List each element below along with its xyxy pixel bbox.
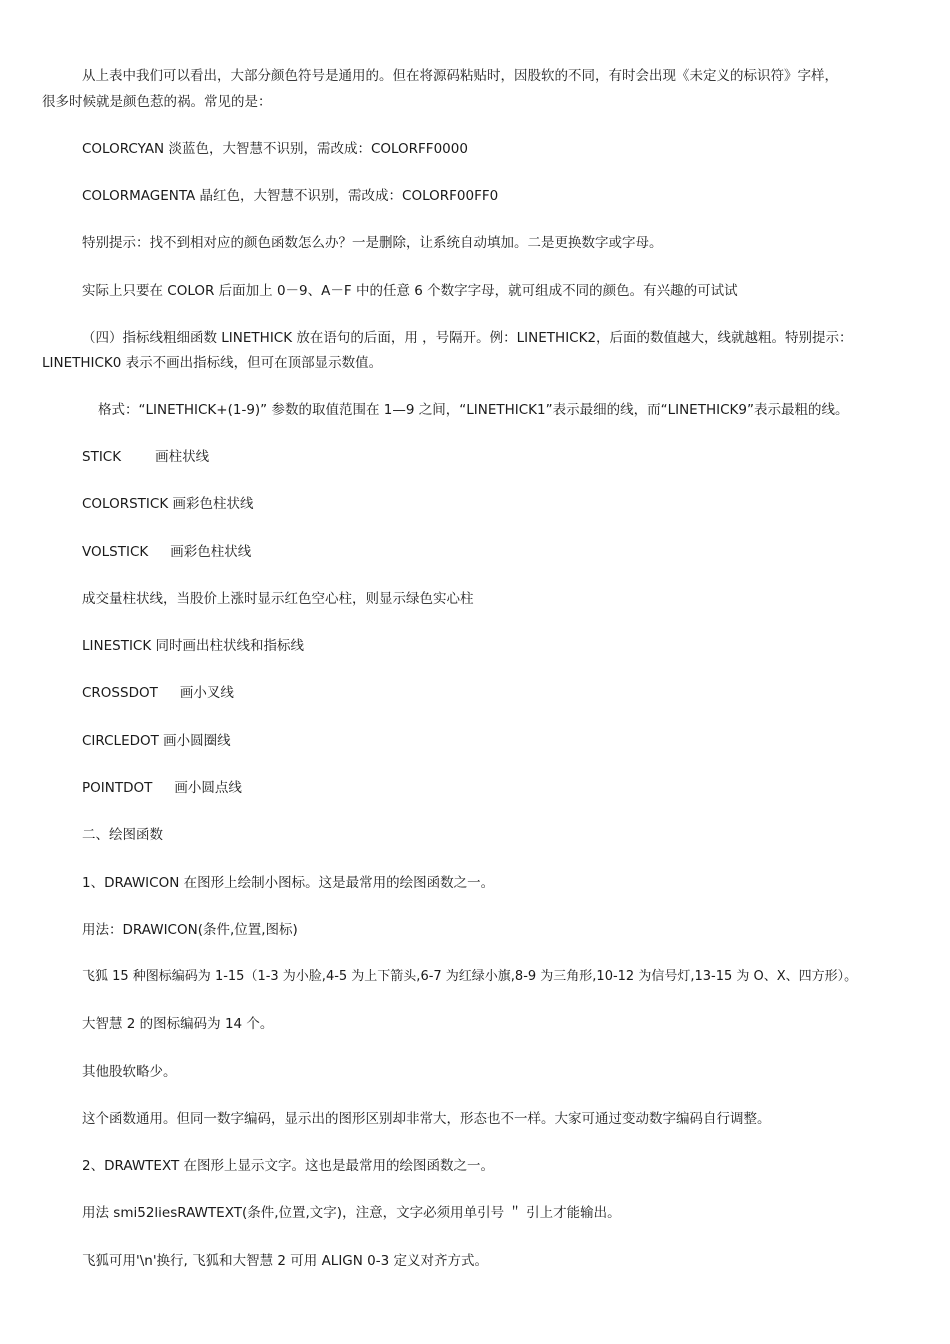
paragraph-text: 画彩色柱状线 — [170, 544, 252, 560]
paragraph-text: COLORCYAN 淡蓝色，大智慧不识别，需改成：COLORFF0000 — [82, 141, 468, 157]
paragraph-colorstick — [42, 492, 908, 516]
paragraph-text: 从上表中我们可以看出，大部分颜色符号是通用的。但在将源码粘贴时，因股软的不同，有时会出现《未定义的标识符》字样， — [82, 68, 838, 84]
paragraph-text: COLORSTICK 画彩色柱状线 — [82, 496, 254, 512]
code-keyword: POINTDOT — [82, 780, 153, 796]
paragraph-special-tip — [42, 231, 908, 255]
paragraph-text: 飞狐 15 种图标编码为 1-15（1-3 为小脸,4-5 为上下箭头,6-7 为红绿小旗,8-9 为三角形,10-12 为信号灯,13-15 为 O、X、四方形）。 — [82, 969, 858, 984]
paragraph-text: 其他股软略少。 — [82, 1064, 177, 1080]
paragraph-text: 这个函数通用。但同一数字编码，显示出的图形区别却非常大，形态也不一样。大家可通过变动数字编码自行调整。 — [82, 1111, 771, 1127]
paragraph-linethick-line1 — [42, 326, 908, 350]
paragraph-crossdot — [42, 681, 908, 705]
section-heading-drawing-functions — [42, 823, 908, 847]
paragraph-feihu-icons — [42, 965, 908, 989]
paragraph-text: 1、DRAWICON 在图形上绘制小图标。这是最常用的绘图函数之一。 — [82, 875, 495, 891]
paragraph-text: 画小圆点线 — [174, 780, 242, 796]
paragraph-circledot — [42, 729, 908, 753]
paragraph-volstick — [42, 540, 908, 564]
paragraph-pointdot — [42, 776, 908, 800]
paragraph-volume-bar — [42, 587, 908, 611]
paragraph-text: 画柱状线 — [155, 449, 210, 465]
paragraph-text: 实际上只要在 COLOR 后面加上 0－9、A－F 中的任意 6 个数字字母，就可组成不同的颜色。有兴趣的可试试 — [82, 283, 738, 299]
paragraph-text: COLORMAGENTA 晶红色，大智慧不识别，需改成：COLORF00FF0 — [82, 188, 499, 204]
paragraph-color-digits — [42, 279, 908, 303]
paragraph-colormagenta — [42, 184, 908, 208]
paragraph-text: （四）指标线粗细函数 LINETHICK 放在语句的后面，用 ，号隔开。例：LINETHICK2，后面的数值越大，线就越粗。特别提示： — [82, 330, 853, 346]
paragraph-drawtext-usage — [42, 1201, 908, 1225]
paragraph-linethick-format — [42, 398, 908, 422]
heading-text: 二、绘图函数 — [82, 827, 163, 843]
paragraph-text: 用法：DRAWICON(条件,位置,图标) — [82, 922, 298, 938]
paragraph-text: 大智慧 2 的图标编码为 14 个。 — [82, 1016, 274, 1032]
code-keyword: STICK — [82, 449, 122, 465]
paragraph-text: 飞狐可用'\n'换行, 飞狐和大智慧 2 可用 ALIGN 0-3 定义对齐方式。 — [82, 1253, 489, 1269]
paragraph-text: 2、DRAWTEXT 在图形上显示文字。这也是最常用的绘图函数之一。 — [82, 1158, 494, 1174]
code-keyword: CROSSDOT — [82, 685, 158, 701]
paragraph-text: 特别提示：找不到相对应的颜色函数怎么办？一是删除，让系统自动填加。二是更换数字或字母。 — [82, 235, 663, 251]
paragraph-linestick — [42, 634, 908, 658]
paragraph-drawicon-usage — [42, 918, 908, 942]
paragraph-text: 格式：“LINETHICK+(1-9)” 参数的取值范围在 1—9 之间，“LINETHICK1”表示最细的线，而“LINETHICK9”表示最粗的线。 — [98, 402, 849, 418]
paragraph-drawtext — [42, 1154, 908, 1178]
paragraph-text: CIRCLEDOT 画小圆圈线 — [82, 733, 231, 749]
paragraph-text: LINESTICK 同时画出柱状线和指标线 — [82, 638, 304, 654]
paragraph-color-intro-line2: 很多时候就是颜色惹的祸。常见的是： — [42, 94, 272, 110]
paragraph-drawicon — [42, 871, 908, 895]
paragraph-linethick-line2: LINETHICK0 表示不画出指标线，但可在顶部显示数值。 — [42, 355, 383, 371]
paragraph-text: 画小叉线 — [179, 685, 234, 701]
code-keyword: VOLSTICK — [82, 544, 149, 560]
paragraph-drawicon-note — [42, 1107, 908, 1131]
paragraph-color-intro-line1 — [42, 64, 908, 88]
paragraph-other-software — [42, 1060, 908, 1084]
paragraph-align — [42, 1249, 908, 1273]
paragraph-stick — [42, 445, 908, 469]
paragraph-text: 用法 smi52liesRAWTEXT(条件,位置,文字)，注意，文字必须用单引号 ＂ 引上才能输出。 — [82, 1205, 621, 1221]
paragraph-text: 成交量柱状线，当股价上涨时显示红色空心柱，则显示绿色实心柱 — [82, 591, 474, 607]
paragraph-dazhihui-icons — [42, 1012, 908, 1036]
paragraph-colorcyan — [42, 137, 908, 161]
